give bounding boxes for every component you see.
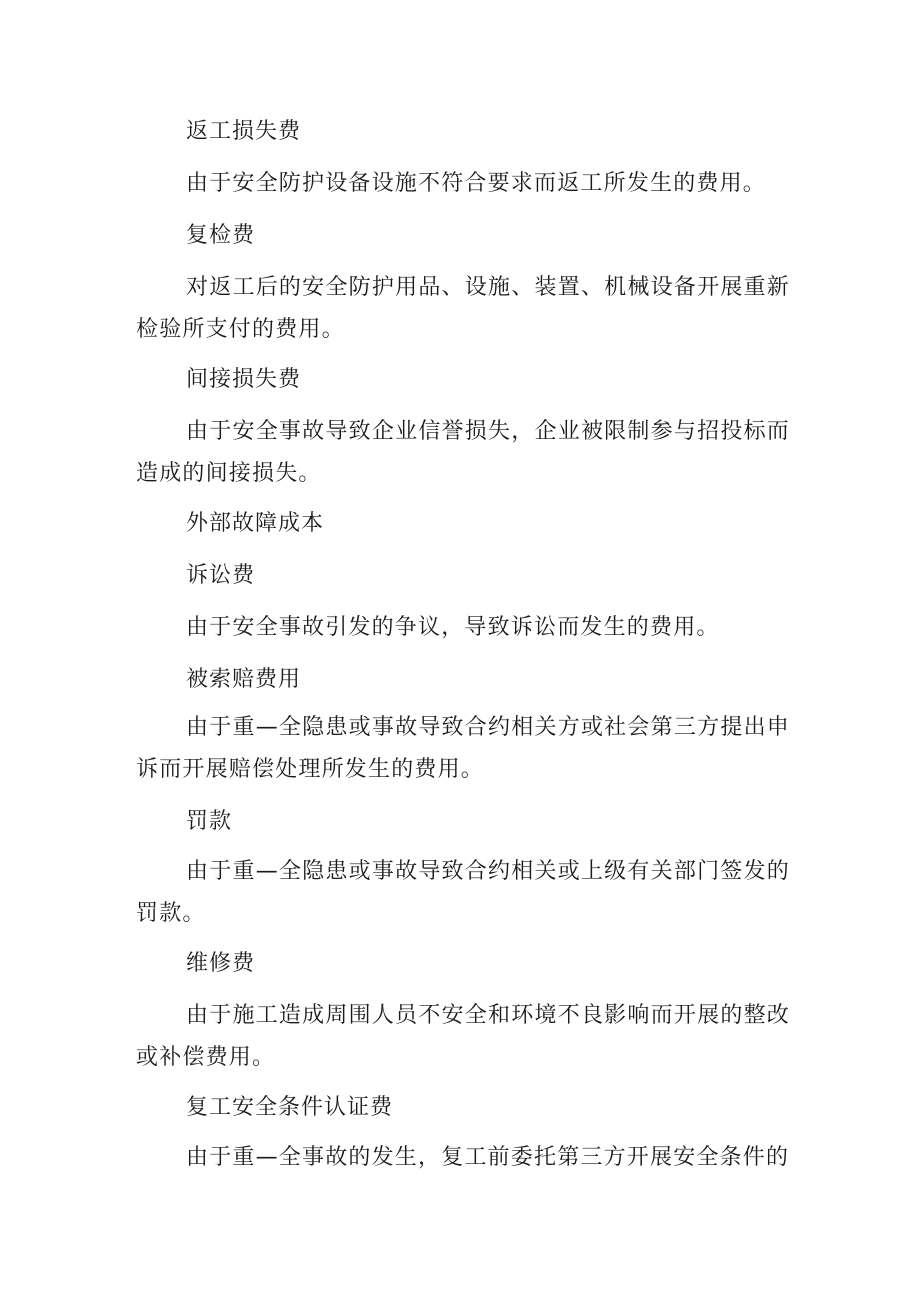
section-heading-external-failure-cost: 外部故障成本 [186,511,325,536]
paragraph-litigation: 由于安全事故引发的争议，导致诉讼而发生的费用。 [186,615,720,640]
section-heading-reinspection: 复检费 [186,223,256,248]
section-heading-claims: 被索赔费用 [186,667,302,692]
paragraph-claims: 由于重—全隐患或事故导致合约相关方或社会第三方提出申诉而开展赔偿处理所发生的费用。 [136,715,790,782]
paragraph-reinspection: 对返工后的安全防护用品、设施、装置、机械设备开展重新检验所支付的费用。 [136,275,790,342]
paragraph-fines: 由于重—全隐患或事故导致合约相关或上级有关部门签发的罚款。 [136,859,790,926]
section-heading-fines: 罚款 [186,809,233,834]
section-heading-resumption-certification: 复工安全条件认证费 [186,1095,394,1120]
paragraph-repair: 由于施工造成周围人员不安全和环境不良影响而开展的整改或补偿费用。 [136,1003,790,1070]
section-heading-indirect-loss: 间接损失费 [186,367,302,392]
paragraph-rework-loss: 由于安全防护设备设施不符合要求而返工所发生的费用。 [186,171,767,196]
section-heading-repair: 维修费 [186,951,256,976]
section-heading-rework-loss: 返工损失费 [186,119,302,144]
paragraph-resumption-certification: 由于重—全事故的发生，复工前委托第三方开展安全条件的 [186,1145,790,1170]
paragraph-indirect-loss: 由于安全事故导致企业信誉损失，企业被限制参与招投标而造成的间接损失。 [136,419,790,486]
section-heading-litigation: 诉讼费 [186,563,256,588]
